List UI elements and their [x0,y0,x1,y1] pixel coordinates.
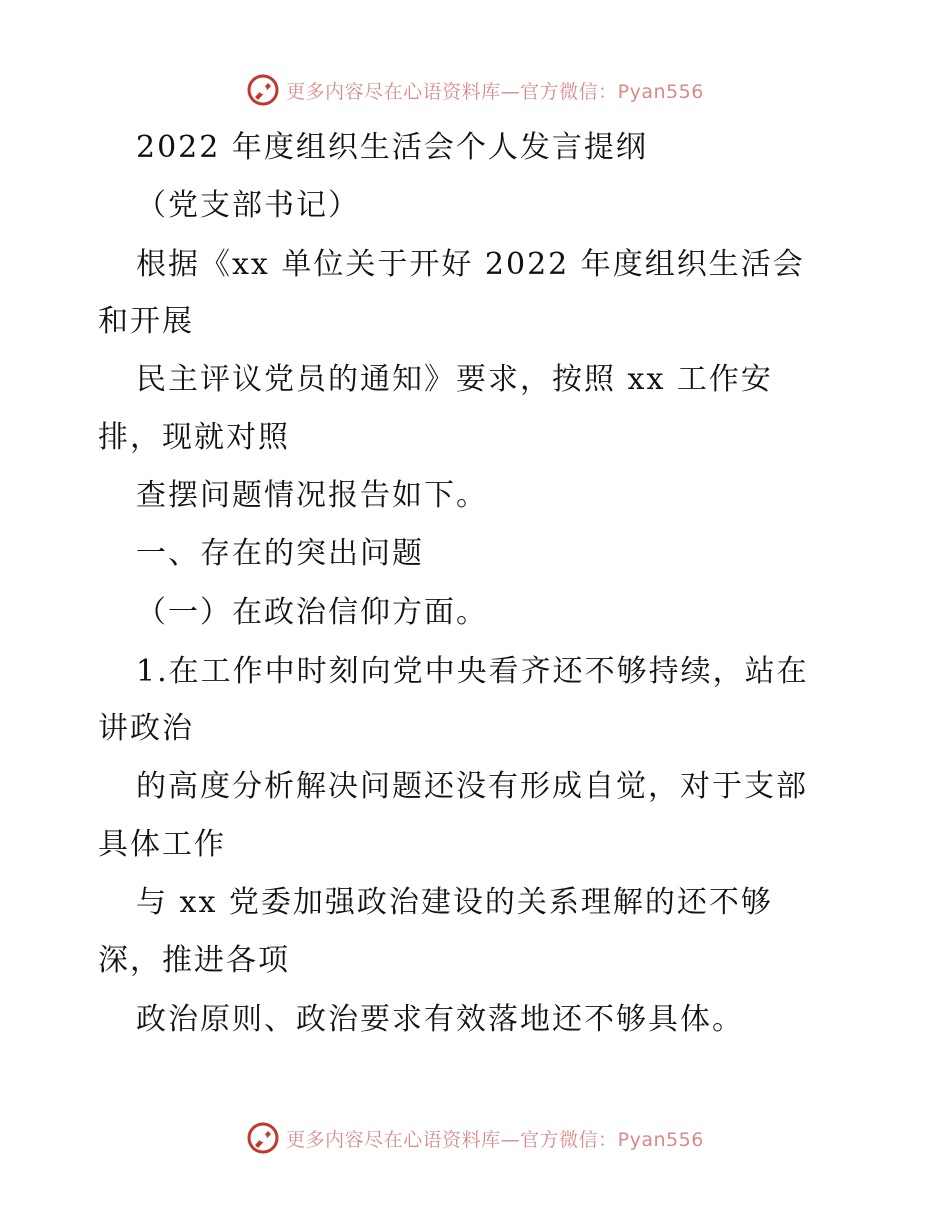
paragraph-line: 政治原则、政治要求有效落地还不够具体。 [136,1002,744,1037]
paragraph-line: 的高度分析解决问题还没有形成自觉，对于支部 [136,769,808,804]
document-subtitle: （党支部书记） [136,188,360,223]
paragraph-line: 民主评议党员的通知》要求，按照 xx 工作安 [136,362,773,397]
watermark-text: 更多内容尽在心语资料库—官方微信：Pyan556 [286,1128,704,1151]
paragraph-line: 具体工作 [98,827,226,862]
watermark-text: 更多内容尽在心语资料库—官方微信：Pyan556 [286,80,704,103]
section-heading: 一、存在的突出问题 [136,536,424,571]
paragraph-line: 排，现就对照 [98,420,290,455]
paragraph-line: 查摆问题情况报告如下。 [136,478,488,513]
pen-logo-icon [246,1121,280,1155]
paragraph-line: 根据《xx 单位关于开好 2022 年度组织生活会 [136,247,805,282]
document-title: 2022 年度组织生活会个人发言提纲 [136,130,648,165]
watermark-footer [0,1118,950,1158]
paragraph-line: 和开展 [98,304,194,339]
paragraph-line: 深，推进各项 [98,943,290,978]
paragraph-line: 1.在工作中时刻向党中央看齐还不够持续，站在 [136,654,809,689]
subsection-heading: （一）在政治信仰方面。 [136,595,488,630]
paragraph-line: 与 xx 党委加强政治建设的关系理解的还不够 [136,885,773,920]
paragraph-line: 讲政治 [98,711,194,746]
